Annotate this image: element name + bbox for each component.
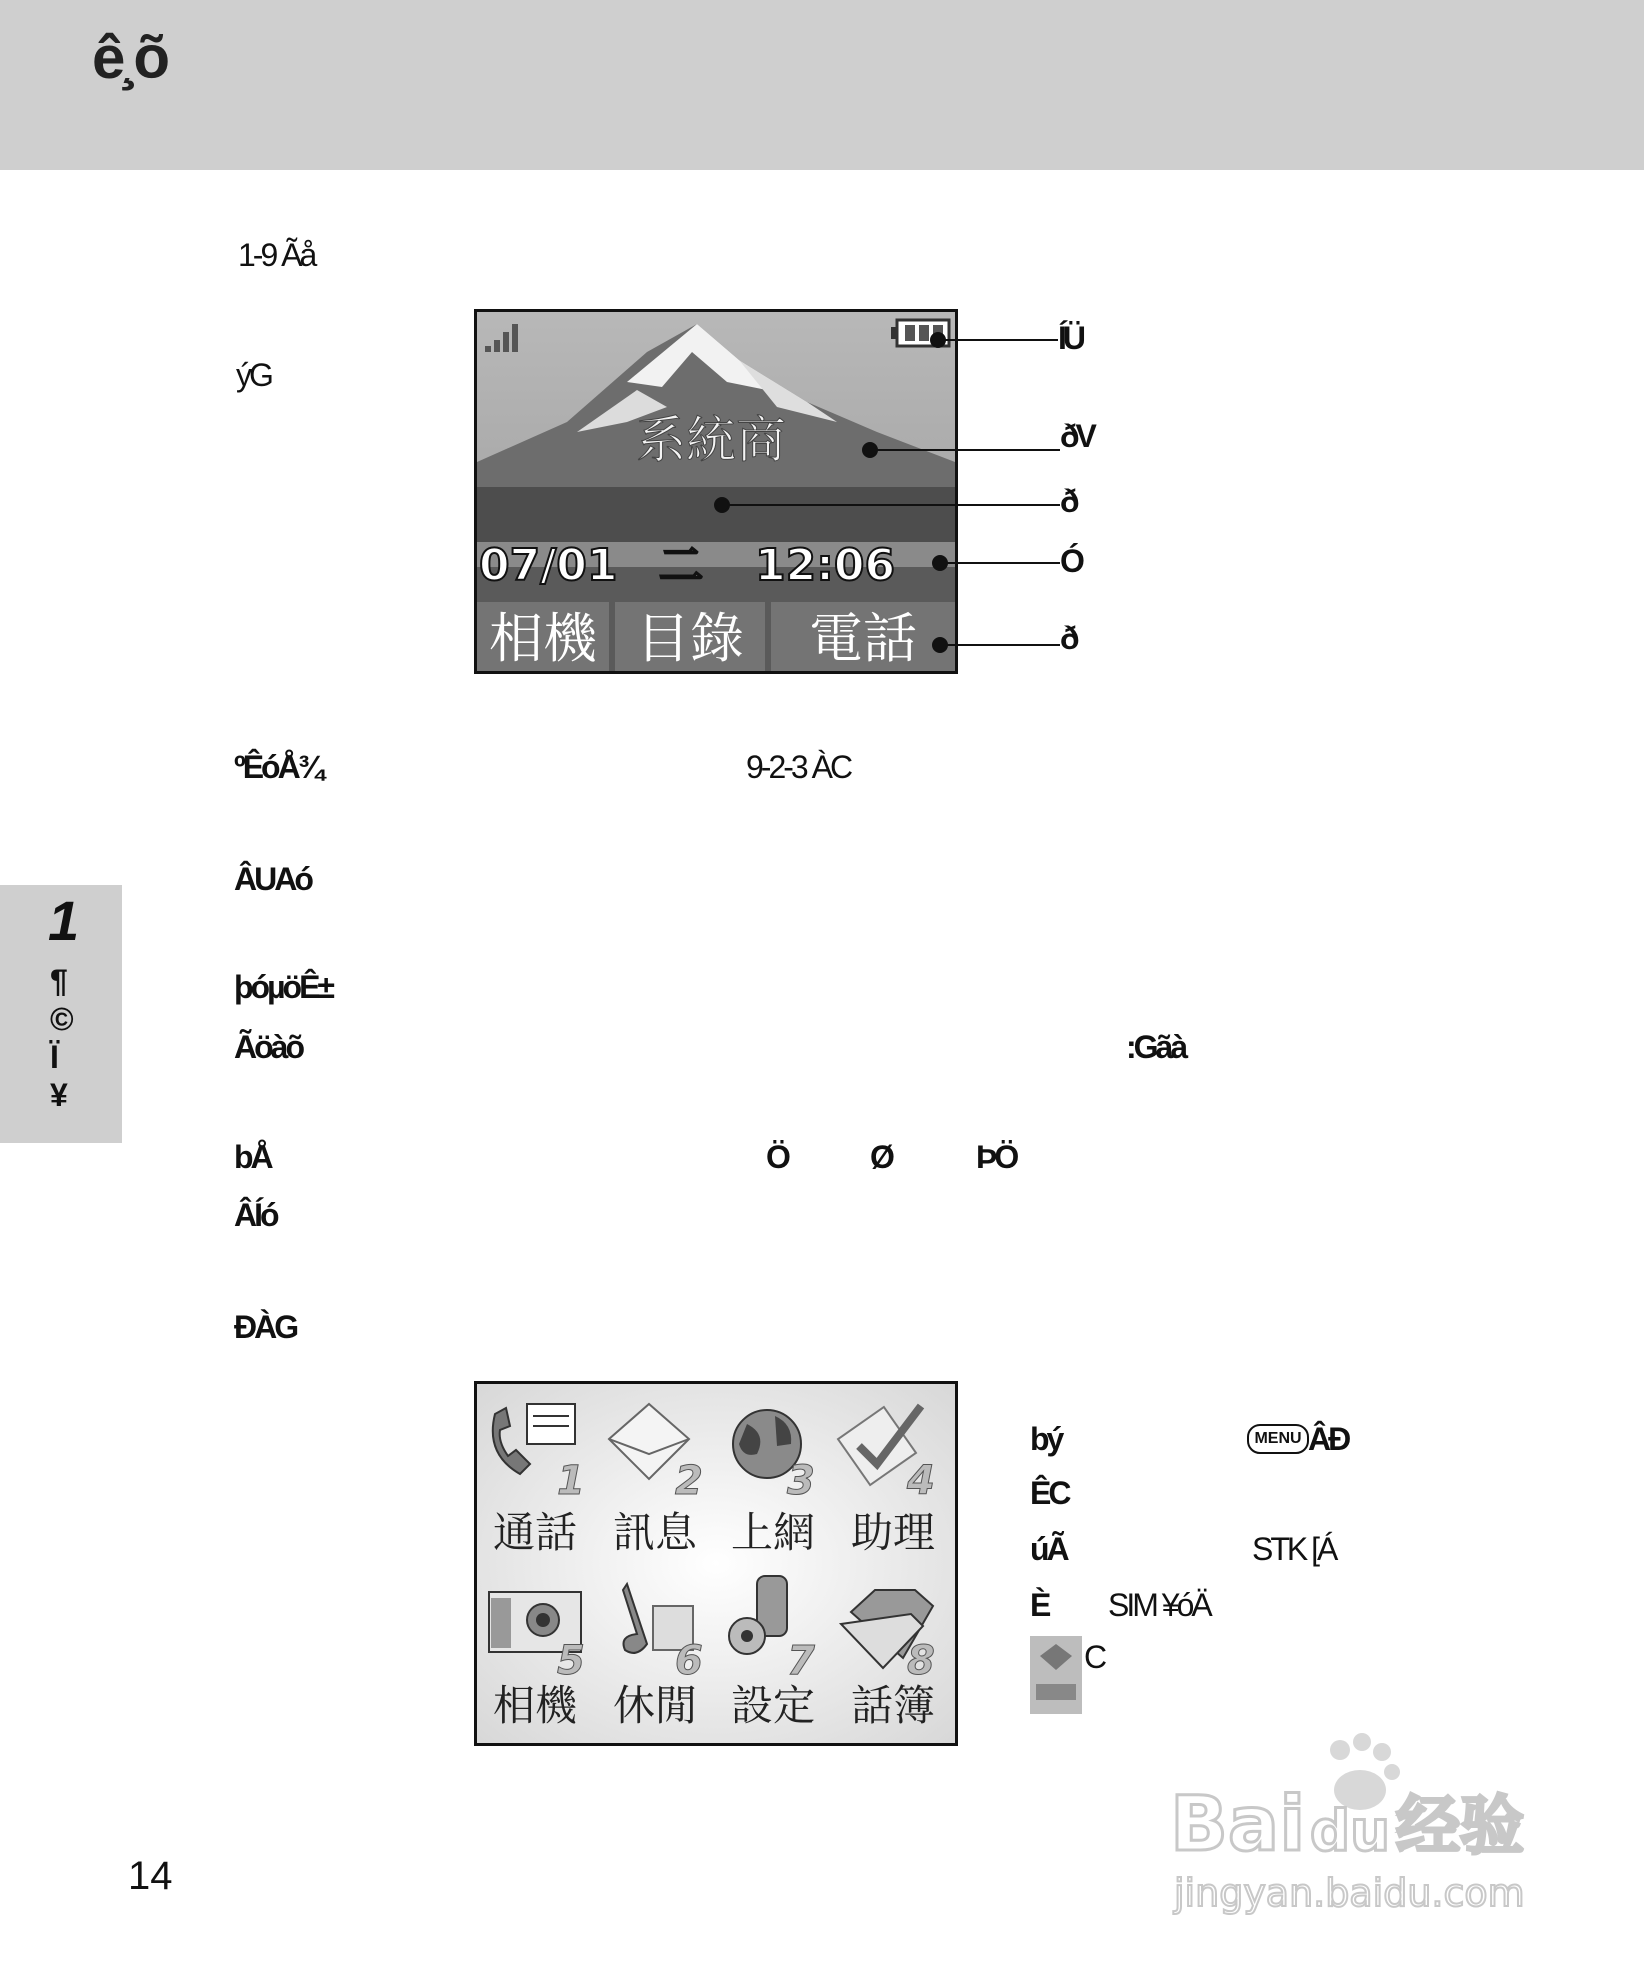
main-menu-grid — [477, 1384, 955, 1743]
menu-number-7: 7 — [787, 1638, 815, 1684]
callout-label-operator: ðV — [1060, 418, 1093, 454]
callout-label-datetime: Ó — [1060, 543, 1081, 579]
menu-key-icon: MENU — [1247, 1424, 1309, 1454]
menu-label-2[interactable]: 訊息 — [612, 1508, 698, 1557]
page-number: 14 — [128, 1854, 173, 1898]
menu-desc-2: ÊC — [1030, 1475, 1069, 1511]
operator-name: 系統商 — [636, 411, 786, 469]
body-line-d1-left: bÅ — [234, 1139, 271, 1175]
idle-weekday: 二 — [659, 540, 703, 591]
menu-label-1[interactable]: 通話 — [492, 1508, 578, 1557]
stk-addon-icon — [1030, 1636, 1082, 1714]
callout-label-softkeys: ð — [1060, 620, 1076, 656]
menu-desc-4-right: SIM ¥óÄ — [1108, 1587, 1210, 1623]
body-line-a-right: 9-2-3 ÀC — [746, 749, 851, 785]
section-heading: 1-9 Ãå — [238, 237, 315, 273]
menu-desc-3-left: úÃ — [1030, 1531, 1067, 1567]
body-line-a-left: ºÊóÅ¾ — [234, 749, 322, 785]
body-line-d1-mid2: Ø — [870, 1139, 892, 1175]
menu-label-4[interactable]: 助理 — [850, 1508, 936, 1557]
idle-time: 12:06 — [755, 540, 896, 591]
body-line-c2-right: :Gãà — [1126, 1029, 1186, 1065]
callout-label-wallpaper: ð — [1060, 483, 1076, 519]
idle-intro-text: ýG — [236, 357, 271, 393]
softkey-right: 電話 — [809, 607, 917, 670]
chapter-side-label: ¶©Ï¥ — [50, 963, 74, 1113]
menu-number-1: 1 — [557, 1458, 585, 1504]
menu-number-2: 2 — [675, 1458, 703, 1504]
menu-number-8: 8 — [907, 1638, 935, 1684]
softkey-center: 目錄 — [636, 607, 744, 670]
callout-label-battery: ÍÜ — [1058, 320, 1082, 356]
menu-number-6: 6 — [675, 1638, 703, 1684]
body-line-c1: þóµöÊ± — [234, 969, 332, 1005]
menu-desc-3-right: STK [Á — [1252, 1531, 1336, 1567]
menu-label-3[interactable]: 上網 — [730, 1508, 816, 1557]
chapter-number: 1 — [48, 889, 80, 952]
watermark-brand2: du — [1310, 1799, 1390, 1864]
menu-label-8[interactable]: 話簿 — [850, 1681, 936, 1730]
menu-label-5[interactable]: 相機 — [492, 1681, 578, 1730]
menu-number-5: 5 — [557, 1638, 585, 1684]
watermark-cn: 经验 — [1396, 1790, 1524, 1864]
idle-date: 07/01 — [479, 540, 618, 591]
main-menu-illustration — [474, 1381, 958, 1746]
watermark-url: jingyan.baidu.com — [1174, 1871, 1525, 1915]
softkey-left: 相機 — [489, 607, 597, 670]
menu-label-7[interactable]: 設定 — [730, 1681, 816, 1730]
menu-desc-4-left: È — [1030, 1587, 1049, 1623]
menu-desc-1-left: bý — [1030, 1421, 1062, 1457]
body-line-d1-mid1: Ö — [766, 1139, 788, 1175]
baidu-watermark — [1170, 1730, 1550, 1930]
menu-label-6[interactable]: 休閒 — [612, 1681, 698, 1730]
body-line-c2-left: Ãöàõ — [234, 1029, 302, 1065]
menu-number-4: 4 — [907, 1458, 935, 1504]
menu-desc-5: C — [1084, 1639, 1105, 1675]
chapter-title: ê¸õ — [92, 24, 164, 91]
body-line-b: ÂUAó — [234, 861, 311, 897]
menu-desc-1-right: ÂÐ — [1308, 1421, 1349, 1457]
menu-number-3: 3 — [787, 1458, 815, 1504]
body-line-d1-right: ÞÖ — [976, 1139, 1017, 1175]
menu-intro-text: ÐÀG — [234, 1309, 297, 1345]
watermark-brand: Bai — [1170, 1779, 1306, 1868]
body-line-d2: ÂÍó — [234, 1197, 277, 1233]
